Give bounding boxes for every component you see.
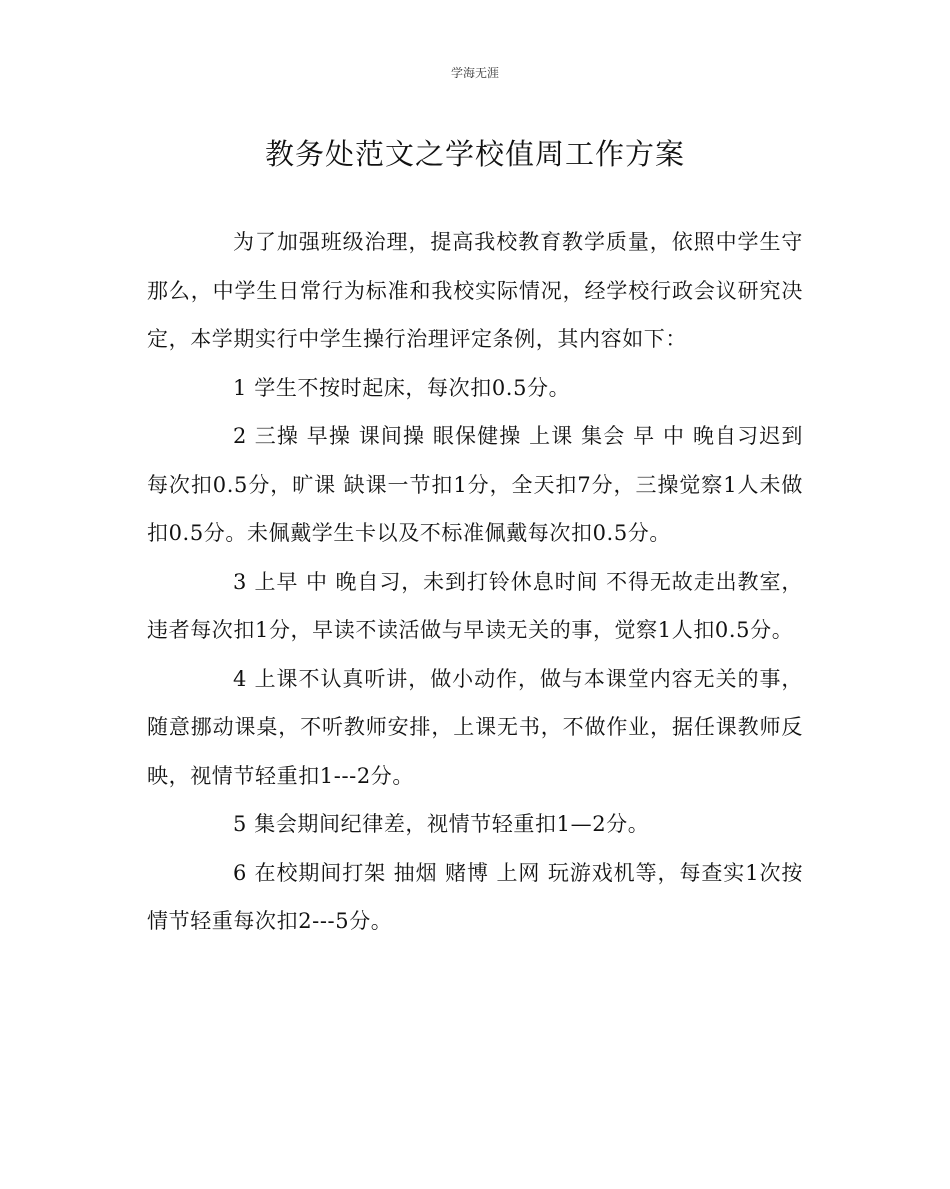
paragraph-rule-5: 5 集会期间纪律差，视情节轻重扣1—2分。: [233, 812, 650, 836]
paragraph-rule-2: 2 三操 早操 课间操 眼保健操 上课 集会 早 中 晚自习迟到每次扣0.5分，旷课 缺课一节扣1分，全天扣7分，三操觉察1人未做扣0.5分。未佩戴学生卡以及不标准佩戴每次扣0.5分。: [147, 424, 803, 545]
paragraph-rule-6: 6 在校期间打架 抽烟 赌博 上网 玩游戏机等，每查实1次按情节轻重每次扣2---5分。: [147, 860, 803, 933]
paragraph-rule-4: 4 上课不认真听讲，做小动作，做与本课堂内容无关的事，随意挪动课桌，不听教师安排，上课无书，不做作业，据任课教师反映，视情节轻重扣1---2分。: [147, 666, 803, 788]
document-title: 教务处范文之学校值周工作方案: [264, 137, 685, 171]
document-body: [147, 218, 803, 946]
paragraph-rule-3: 3 上早 中 晚自习，未到打铃休息时间 不得无故走出教室，违者每次扣1分，早读不读活做与早读无关的事，觉察1人扣0.5分。: [147, 569, 803, 642]
page-header: 学海无涯: [450, 66, 499, 80]
paragraph-rule-1: 1 学生不按时起床，每次扣0.5分。: [233, 375, 571, 400]
paragraph-intro: 为了加强班级治理，提高我校教育教学质量，依照中学生守那么，中学生日常行为标准和我校实际情况，经学校行政会议研究决定，本学期实行中学生操行治理评定条例，其内容如下：: [147, 230, 803, 351]
